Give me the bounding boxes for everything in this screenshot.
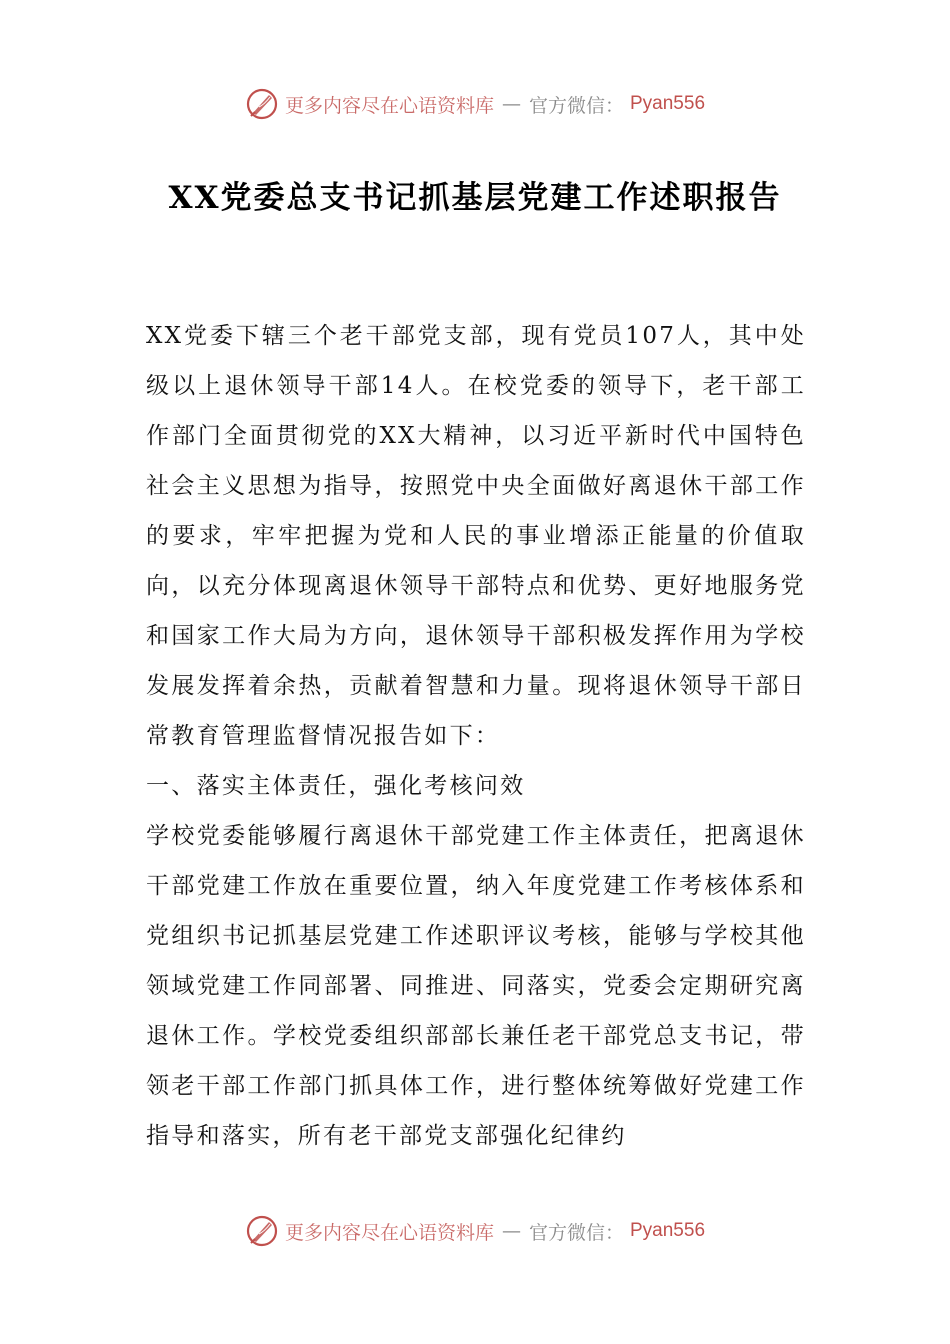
- watermark-label: 官方微信：: [528, 1221, 624, 1244]
- paragraph-intro: XX党委下辖三个老干部党支部，现有党员107人，其中处级以上退休领导干部14人。在校党委的领导下，老干部工作部门全面贯彻党的XX大精神，以习近平新时代中国特色社会主义思想为指导，按照党中央全面做好离退休干部工作的要求，牢牢把握为党和人民的事业增添正能量的价值取向，以充分体现离退休领导干部特点和优势、更好地服务党和国家工作大局为方向，退休领导干部积极发挥作用为学校发展发挥着余热，贡献着智慧和力量。现将退休领导干部日常教育管理监督情况报告如下：: [146, 323, 806, 749]
- watermark-label: 官方微信：: [528, 94, 624, 117]
- paragraph-section-1: 学校党委能够履行离退休干部党建工作主体责任，把离退休干部党建工作放在重要位置，纳入年度党建工作考核体系和党组织书记抓基层党建工作述职评议考核，能够与学校其他领域党建工作同部署、同推进、同落实，党委会定期研究离退休工作。学校党委组织部部长兼任老干部党总支书记，带领老干部工作部门抓具体工作，进行整体统筹做好党建工作指导和落实，所有老干部党支部强化纪律约: [146, 823, 806, 1149]
- watermark-dash: —: [501, 1220, 521, 1242]
- section-heading: 一、落实主体责任，强化考核问效: [146, 773, 526, 799]
- watermark-text: 更多内容尽在心语资料库: [284, 94, 494, 117]
- watermark-text: 更多内容尽在心语资料库: [284, 1221, 494, 1244]
- footer-watermark: [0, 1211, 950, 1251]
- watermark-wechat-id: Pyan556: [630, 1220, 706, 1241]
- quill-logo-icon: [245, 87, 279, 121]
- document-body: [146, 311, 806, 1161]
- quill-logo-icon: [245, 1214, 279, 1248]
- watermark-wechat-id: Pyan556: [630, 93, 706, 114]
- watermark-dash: —: [501, 93, 521, 115]
- document-title: XX党委总支书记抓基层党建工作述职报告: [168, 180, 782, 216]
- header-watermark: [0, 84, 950, 124]
